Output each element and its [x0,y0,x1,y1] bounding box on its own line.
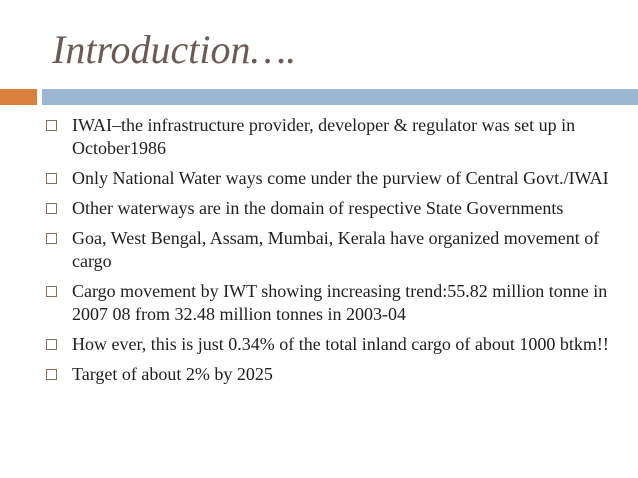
bullet-item [44,227,612,273]
bullet-item [44,333,612,356]
bullet-text: Cargo movement by IWT showing increasing trend:55.82 million tonne in 2007 08 from 32.48 million tonnes in 2003-04 [72,281,608,324]
bullet-text: Target of about 2% by 2025 [72,364,273,384]
bullet-item [44,197,612,220]
bullet-item [44,167,612,190]
title-accent-blue-bar [42,89,638,105]
bullet-item [44,280,612,326]
square-bullet-icon [46,173,57,184]
bullet-item [44,114,612,160]
slide-title: Introduction…. [52,27,297,72]
square-bullet-icon [46,120,57,131]
bullet-list [44,114,612,393]
square-bullet-icon [46,286,57,297]
title-accent-orange-bar [0,89,37,105]
square-bullet-icon [46,203,57,214]
bullet-text: Goa, West Bengal, Assam, Mumbai, Kerala have organized movement of cargo [72,228,600,271]
bullet-text: Other waterways are in the domain of respective State Governments [72,198,564,218]
bullet-text: IWAI–the infrastructure provider, developer & regulator was set up in October1986 [72,115,576,158]
square-bullet-icon [46,339,57,350]
square-bullet-icon [46,369,57,380]
bullet-text: How ever, this is just 0.34% of the total inland cargo of about 1000 btkm!! [72,334,609,354]
bullet-text: Only National Water ways come under the purview of Central Govt./IWAI [72,168,609,188]
bullet-item [44,363,612,386]
square-bullet-icon [46,233,57,244]
